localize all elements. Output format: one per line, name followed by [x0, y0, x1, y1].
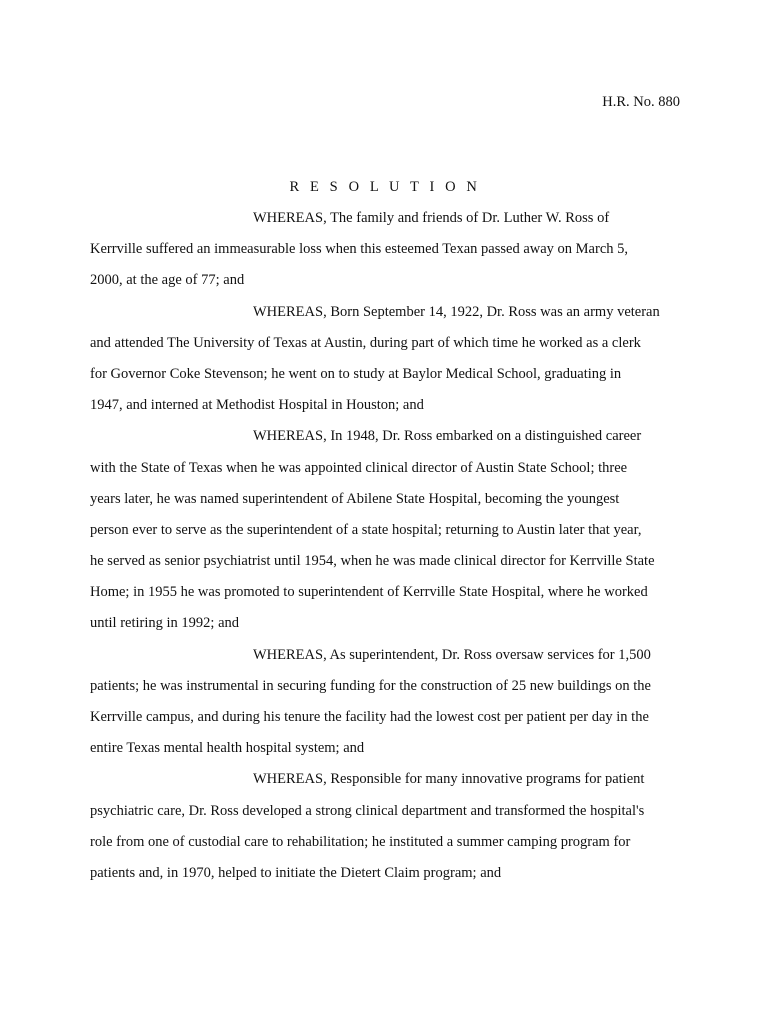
text-line: for Governor Coke Stevenson; he went on to study at Baylor Medical School, graduating in — [90, 365, 622, 382]
text-line: patients; he was instrumental in securing funding for the construction of 25 new buildings on the — [90, 677, 651, 694]
text-line: person ever to serve as the superintendent of a state hospital; returning to Austin later that year, — [90, 521, 642, 538]
text-line: entire Texas mental health hospital system; and — [90, 740, 365, 757]
paragraph-first-line: WHEREAS, In 1948, Dr. Ross embarked on a distinguished career — [253, 428, 642, 445]
paragraph-first-line: WHEREAS, As superintendent, Dr. Ross oversaw services for 1,500 — [253, 646, 651, 663]
text-line: psychiatric care, Dr. Ross developed a strong clinical department and transformed the hospital's — [90, 802, 645, 819]
text-line: he served as senior psychiatrist until 1954, when he was made clinical director for Kerrville State — [90, 553, 655, 570]
document-title: R E S O L U T I O N — [289, 179, 481, 195]
text-line: until retiring in 1992; and — [90, 615, 240, 632]
resolution-body — [90, 203, 690, 889]
paragraph-first-line: WHEREAS, Responsible for many innovative programs for patient — [253, 771, 645, 788]
paragraph-first-line: WHEREAS, Born September 14, 1922, Dr. Ross was an army veteran — [253, 303, 660, 320]
paragraph-first-line: WHEREAS, The family and friends of Dr. Luther W. Ross of — [253, 210, 610, 226]
text-line: years later, he was named superintendent of Abilene State Hospital, becoming the youngest — [90, 490, 620, 507]
text-line: 2000, at the age of 77; and — [90, 272, 245, 289]
text-line: 1947, and interned at Methodist Hospital in Houston; and — [90, 397, 424, 414]
text-line: patients and, in 1970, helped to initiate the Dietert Claim program; and — [90, 864, 502, 881]
text-line: Kerrville campus, and during his tenure the facility had the lowest cost per patient per day in the — [90, 709, 649, 725]
bill-number: H.R. No. 880 — [602, 94, 680, 110]
text-line: role from one of custodial care to rehabilitation; he instituted a summer camping program for — [90, 833, 631, 850]
text-line: and attended The University of Texas at Austin, during part of which time he worked as a clerk — [90, 334, 641, 351]
text-line: with the State of Texas when he was appointed clinical director of Austin State School; three — [90, 459, 628, 476]
text-line: Home; in 1955 he was promoted to superintendent of Kerrville State Hospital, where he worked — [90, 584, 648, 601]
text-line: Kerrville suffered an immeasurable loss when this esteemed Texan passed away on March 5, — [90, 241, 629, 258]
